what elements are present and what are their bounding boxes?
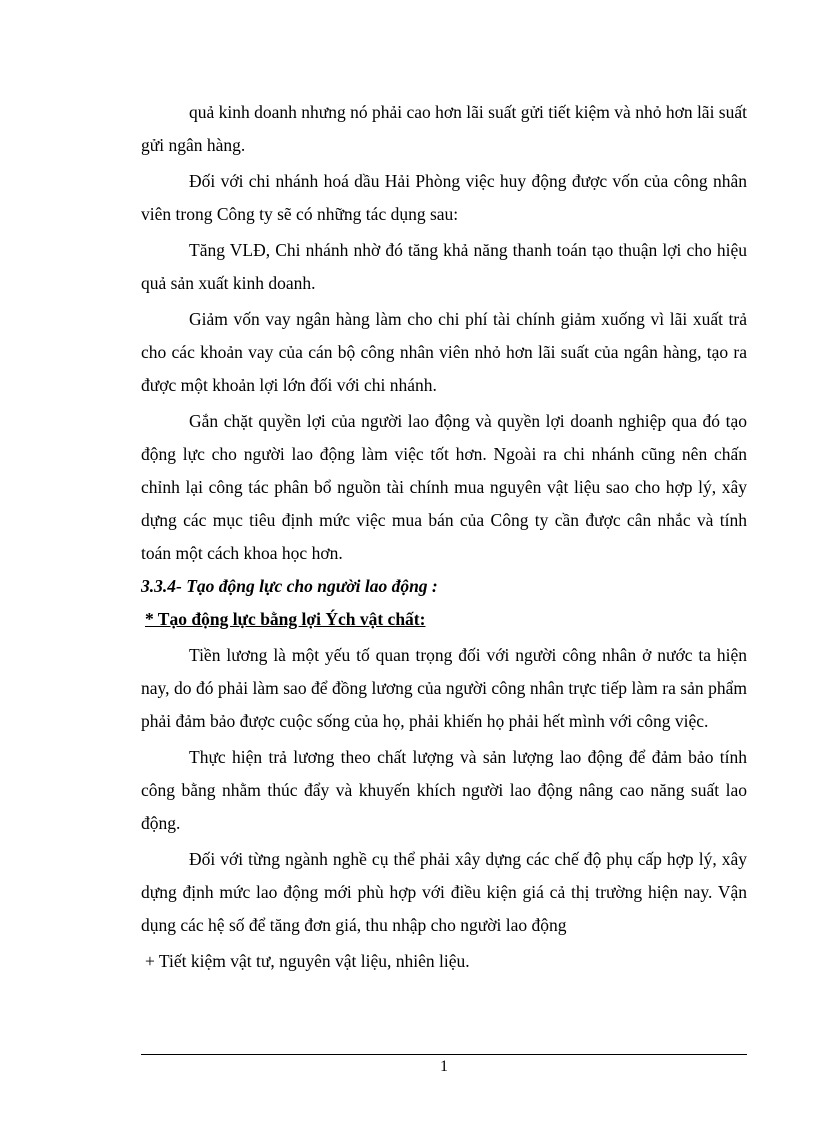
bullet-line: + Tiết kiệm vật tư, nguyên vật liệu, nhiên liệu. xyxy=(145,951,470,971)
paragraph-pay-quality: Thực hiện trả lương theo chất lượng và sản lượng lao động để đảm bảo tính công bằng nhằm thúc đẩy và khuyến khích người lao động nâng cao năng suất lao động. xyxy=(141,747,747,833)
section-heading: 3.3.4- Tạo động lực cho người lao động : xyxy=(141,576,438,596)
paragraph-working-capital: Tăng VLĐ, Chi nhánh nhờ đó tăng khả năng thanh toán tạo thuận lợi cho hiệu quả sản xuất kinh doanh. xyxy=(141,240,747,293)
paragraph-capital-mobilization: Đối với chi nhánh hoá dầu Hải Phòng việc huy động được vốn của công nhân viên trong Công ty sẽ có những tác dụng sau: xyxy=(141,171,747,224)
paragraph-wages: Tiền lương là một yếu tố quan trọng đối với người công nhân ở nước ta hiện nay, do đó phải làm sao để đồng lương của người công nhân trực tiếp làm ra sản phẩm phải đảm bảo được cuộc sống của họ, phải khiến họ phải hết mình với công việc. xyxy=(141,645,747,731)
document-body xyxy=(141,96,747,978)
paragraph-continuation: quả kinh doanh nhưng nó phải cao hơn lãi suất gửi tiết kiệm và nhỏ hơn lãi suất gửi ngân hàng. xyxy=(141,102,748,155)
page-number: 1 xyxy=(440,1058,448,1075)
paragraph-reduce-loans: Giảm vốn vay ngân hàng làm cho chi phí tài chính giảm xuống vì lãi xuất trả cho các khoản vay của cán bộ công nhân viên nhỏ hơn lãi suất của ngân hàng, tạo ra được một khoản lợi lớn đối với chi nhánh. xyxy=(141,309,747,395)
footer-rule xyxy=(141,1054,747,1055)
paragraph-link-interests: Gắn chặt quyền lợi của người lao động và quyền lợi doanh nghiệp qua đó tạo động lực cho người lao động làm việc tốt hơn. Ngoài ra chi nhánh cũng nên chấn chỉnh lại công tác phân bổ nguồn tài chính mua nguyên vật liệu sao cho hợp lý, xây dựng các mục tiêu định mức việc mua bán của Công ty cần được cân nhắc và tính toán một cách khoa học hơn. xyxy=(141,411,747,563)
sub-heading: * Tạo động lực bằng lợi Ých vật chất: xyxy=(145,609,426,629)
paragraph-allowances: Đối với từng ngành nghề cụ thể phải xây dựng các chế độ phụ cấp hợp lý, xây dựng định mức lao động mới phù hợp với điều kiện giá cả thị trường hiện nay. Vận dụng các hệ số để tăng đơn giá, thu nhập cho người lao động xyxy=(141,849,747,935)
